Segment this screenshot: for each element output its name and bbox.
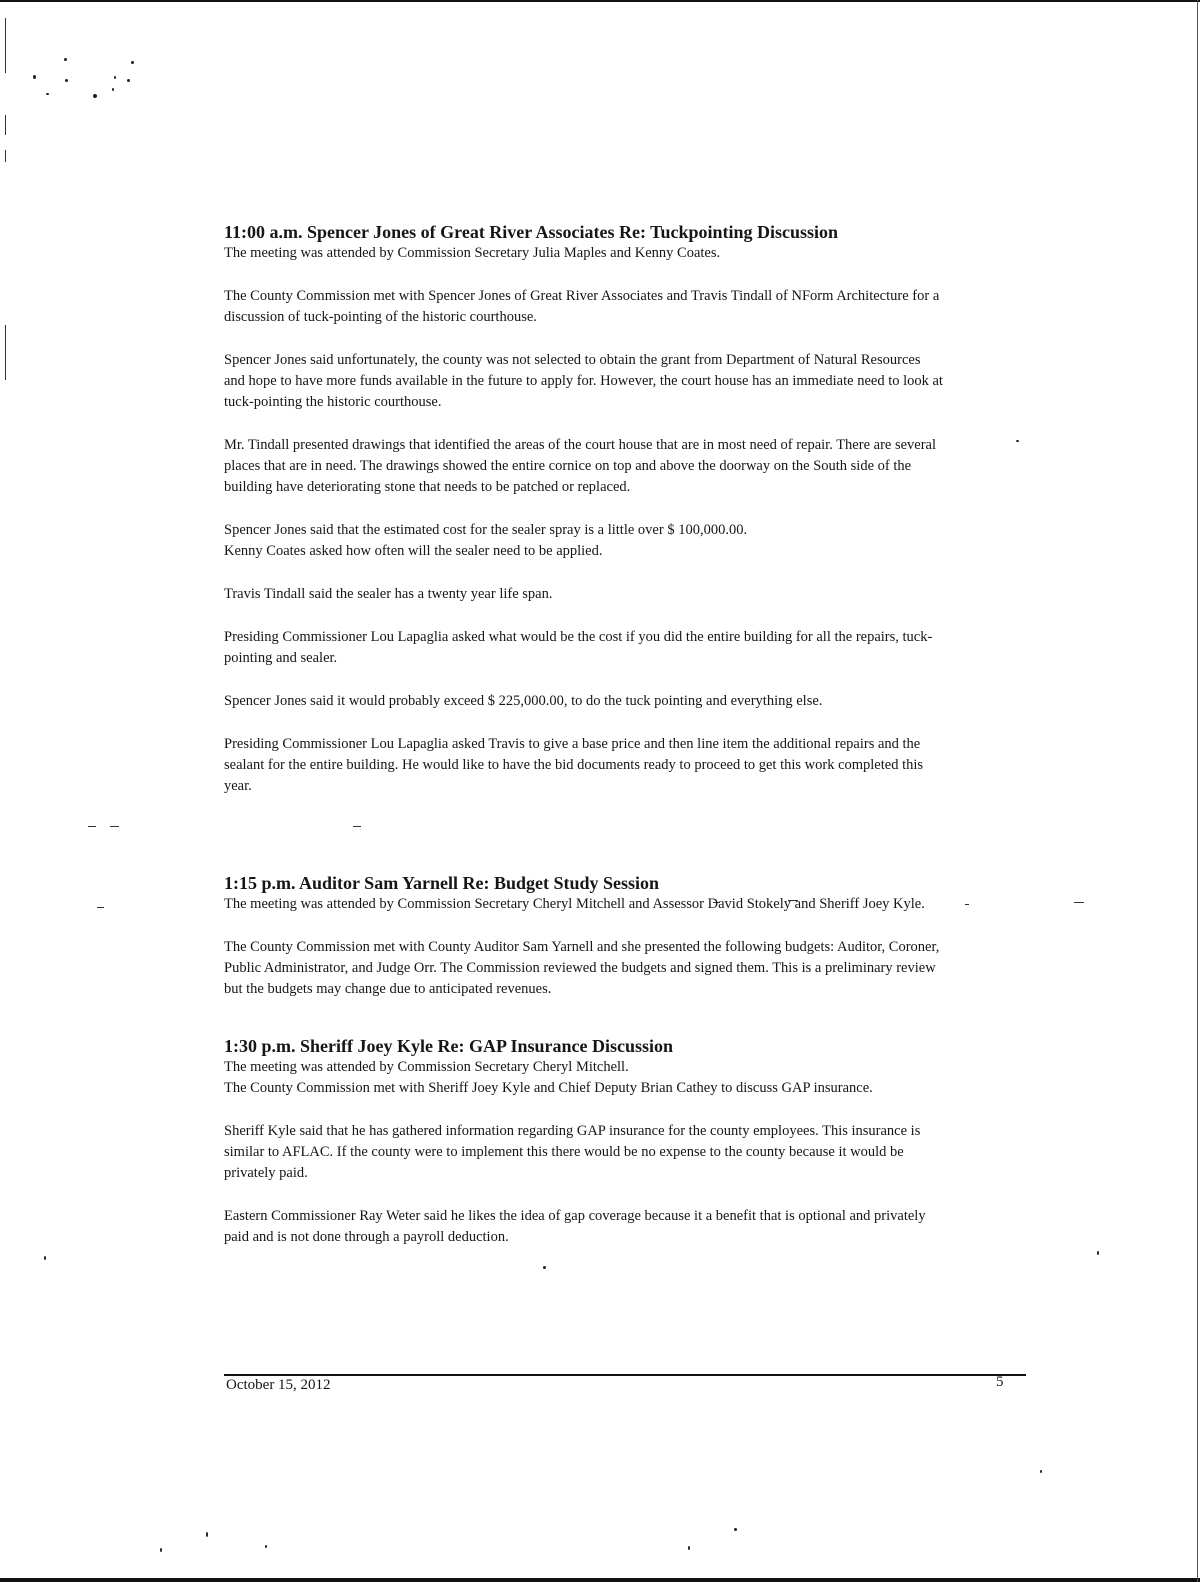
scan-speck [65,79,68,82]
scan-speck [734,1528,737,1531]
section-heading: 1:30 p.m. Sheriff Joey Kyle Re: GAP Insurance Discussion [224,1036,673,1056]
scan-speck [265,1545,267,1548]
paragraph: The County Commission met with Sheriff Joey Kyle and Chief Deputy Brian Cathey to discuss GAP insurance. [224,1080,873,1096]
paragraph: Spencer Jones said unfortunately, the county was not selected to obtain the grant from Department of Natural Resources and hope to have more funds available in the future to apply for. However, the court house has an immediate need to look at tuck-pointing the historic courthouse. [224,352,943,410]
scan-speck [33,75,36,79]
scan-dash [97,907,104,908]
paragraph: The County Commission met with Spencer Jones of Great River Associates and Travis Tindall of NForm Architecture for a discussion of tuck-pointing of the historic courthouse. [224,288,940,325]
paragraph: Spencer Jones said that the estimated cost for the sealer spray is a little over $ 100,000.00. [224,522,748,538]
scan-edge-mark [5,325,6,380]
page-right-edge [1197,0,1198,1582]
scan-speck [206,1532,208,1537]
scan-speck [1016,440,1019,442]
scan-speck [1097,1251,1099,1255]
scan-edge-mark [5,18,6,73]
scan-speck [688,1546,690,1550]
page-top-edge [0,0,1200,2]
scan-speck [114,76,116,79]
section-heading: 1:15 p.m. Auditor Sam Yarnell Re: Budget Study Session [224,873,660,893]
section-budget-study [224,872,944,1000]
scan-speck [131,61,134,64]
attendance-note: The meeting was attended by Commission Secretary Cheryl Mitchell and Assessor David Stokely and Sheriff Joey Kyle. [224,896,925,912]
footer-date: October 15, 2012 [226,1377,331,1393]
section-tuckpointing [224,221,944,797]
paragraph: Kenny Coates asked how often will the sealer need to be applied. [224,543,603,559]
paragraph: Sheriff Kyle said that he has gathered information regarding GAP insurance for the county employees. This insurance is similar to AFLAC. If the county were to implement this there would be no expense to the county because it would be privately paid. [224,1123,921,1181]
scan-speck [1040,1470,1042,1473]
scan-speck [160,1548,162,1552]
scan-dash [965,904,969,905]
paragraph: Presiding Commissioner Lou Lapaglia asked what would be the cost if you did the entire building for all the repairs, tuck-pointing and sealer. [224,629,933,666]
scan-speck [127,79,130,82]
scan-dash [1074,902,1084,903]
scan-speck [543,1266,546,1269]
paragraph: Mr. Tindall presented drawings that identified the areas of the court house that are in most need of repair. There are several places that are in need. The drawings showed the entire cornice on top and above the doorway on the South side of the building have deteriorating stone that needs to be patched or replaced. [224,437,937,495]
attendance-note: The meeting was attended by Commission Secretary Cheryl Mitchell. [224,1059,629,1075]
scan-edge-mark [5,115,6,135]
paragraph: Spencer Jones said it would probably exceed $ 225,000.00, to do the tuck pointing and everything else. [224,693,823,709]
scan-speck [46,93,49,95]
paragraph: Presiding Commissioner Lou Lapaglia asked Travis to give a base price and then line item the additional repairs and the sealant for the entire building. He would like to have the bid documents ready to proceed to get this work completed this year. [224,736,924,794]
scan-speck [44,1256,46,1260]
minutes-body [224,221,944,1248]
page-bottom-edge [0,1578,1200,1582]
scan-dash [110,826,119,827]
page-number: 5 [996,1374,1004,1390]
footer-rule [224,1374,1026,1376]
section-heading: 11:00 a.m. Spencer Jones of Great River Associates Re: Tuckpointing Discussion [224,222,839,242]
scan-dash [88,826,96,827]
attendance-note: The meeting was attended by Commission Secretary Julia Maples and Kenny Coates. [224,245,721,261]
scan-edge-mark [5,150,6,162]
section-gap-insurance [224,1035,944,1248]
paragraph: Eastern Commissioner Ray Weter said he likes the idea of gap coverage because it a benefit that is optional and privately paid and is not done through a payroll deduction. [224,1208,926,1245]
paragraph: Travis Tindall said the sealer has a twenty year life span. [224,586,553,602]
scan-speck [64,58,67,61]
scan-speck [93,94,97,98]
paragraph: The County Commission met with County Auditor Sam Yarnell and she presented the following budgets: Auditor, Coroner, Public Administrator, and Judge Orr. The Commission reviewed the budgets and signed them. This is a preliminary review but the budgets may change due to anticipated revenues. [224,939,940,997]
scan-speck [112,88,114,91]
